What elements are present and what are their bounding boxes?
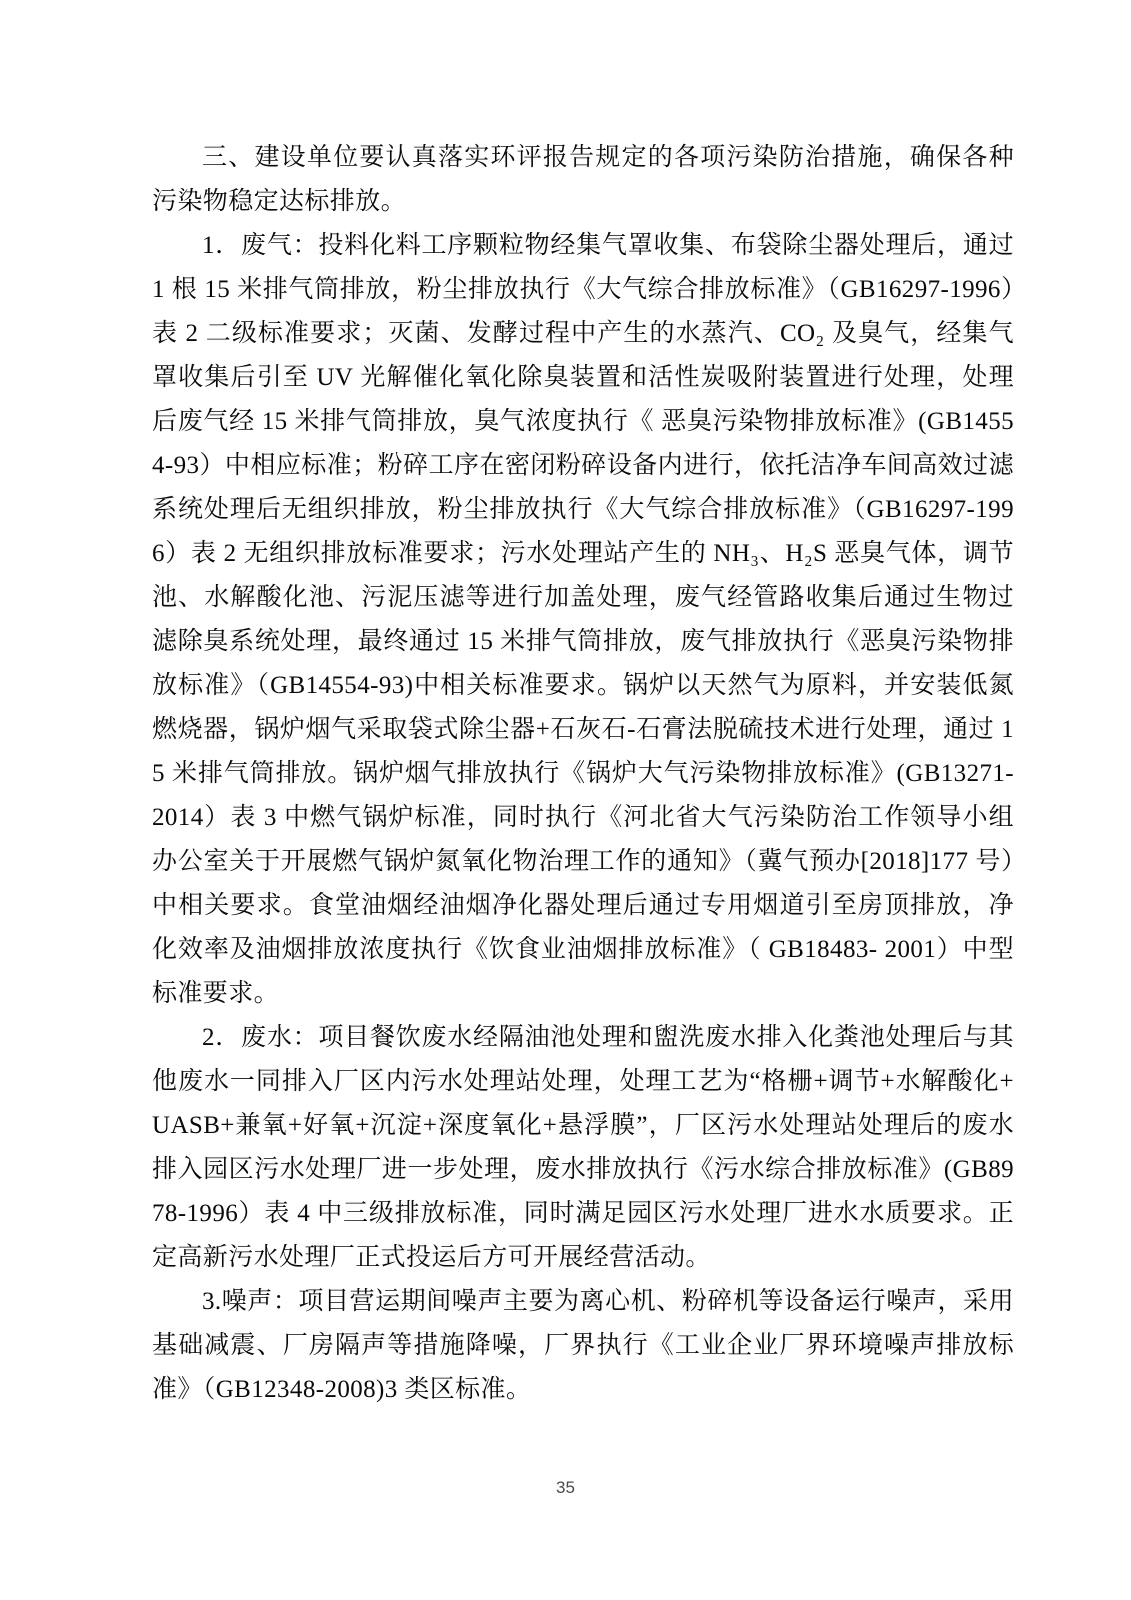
page-footer xyxy=(0,1478,1131,1498)
page-number: 35 xyxy=(556,1478,575,1497)
document-text-block xyxy=(152,136,1014,1412)
paragraph-intro: 三、建设单位要认真落实环评报告规定的各项污染防治措施，确保各种污染物稳定达标排放。 xyxy=(152,144,1014,215)
paragraph-waste-water: 2．废水：项目餐饮废水经隔油池处理和盥洗废水排入化粪池处理后与其他废水一同排入厂区内污水处理站处理，处理工艺为“格栅+调节+水解酸化+ UASB+兼氧+好氧+沉淀+深度氧化+悬浮膜”，厂区污水处理站处理后的废水排入园区污水处理厂进一步处理，废水排放执行《污水综合排放标准》(GB8978-1996）表 4 中三级排放标准，同时满足园区污水处理厂进水水质要求。正定高新污水处理厂正式投运后方可开展经营活动。 xyxy=(152,1024,1014,1271)
paragraph-noise: 3.噪声：项目营运期间噪声主要为离心机、粉碎机等设备运行噪声，采用基础减震、厂房隔声等措施降噪，厂界执行《工业企业厂界环境噪声排放标准》（GB12348-2008)3 类区标准。 xyxy=(152,1288,1014,1403)
paragraph-waste-gas: 1．废气：投料化料工序颗粒物经集气罩收集、布袋除尘器处理后，通过 1 根 15 米排气筒排放，粉尘排放执行《大气综合排放标准》（GB16297-1996）表 2 二级标准要求；灭菌、发酵过程中产生的水蒸汽、CO₂ 及臭气，经集气罩收集后引至 UV 光解催化氧化除臭装置和活性炭吸附装置进行处理，处理后废气经 15 米排气筒排放，臭气浓度执行《 恶臭污染物排放标准》(GB14554-93）中相应标准；粉碎工序在密闭粉碎设备内进行，依托洁净车间高效过滤系统处理后无组织排放，粉尘排放执行《大气综合排放标准》（GB16297-1996）表 2 无组织排放标准要求；污水处理站产生的 NH₃、H₂S 恶臭气体，调节池、水解酸化池、污泥压滤等进行加盖处理，废气经管路收集后通过生物过滤除臭系统处理，最终通过 15 米排气筒排放，废气排放执行《恶臭污染物排放标准》（GB14554-93)中相关标准要求。锅炉以天然气为原料，并安装低氮燃烧器，锅炉烟气采取袋式除尘器+石灰石-石膏法脱硫技术进行处理，通过 15 米排气筒排放。锅炉烟气排放执行《锅炉大气污染物排放标准》(GB13271- 2014）表 3 中燃气锅炉标准，同时执行《河北省大气污染防治工作领导小组办公室关于开展燃气锅炉氮氧化物治理工作的通知》（冀气预办[2018]177 号）中相关要求。食堂油烟经油烟净化器处理后通过专用烟道引至房顶排放，净化效率及油烟排放浓度执行《饮食业油烟排放标准》（ GB18483- 2001）中型标准要求。 xyxy=(152,232,1014,1007)
